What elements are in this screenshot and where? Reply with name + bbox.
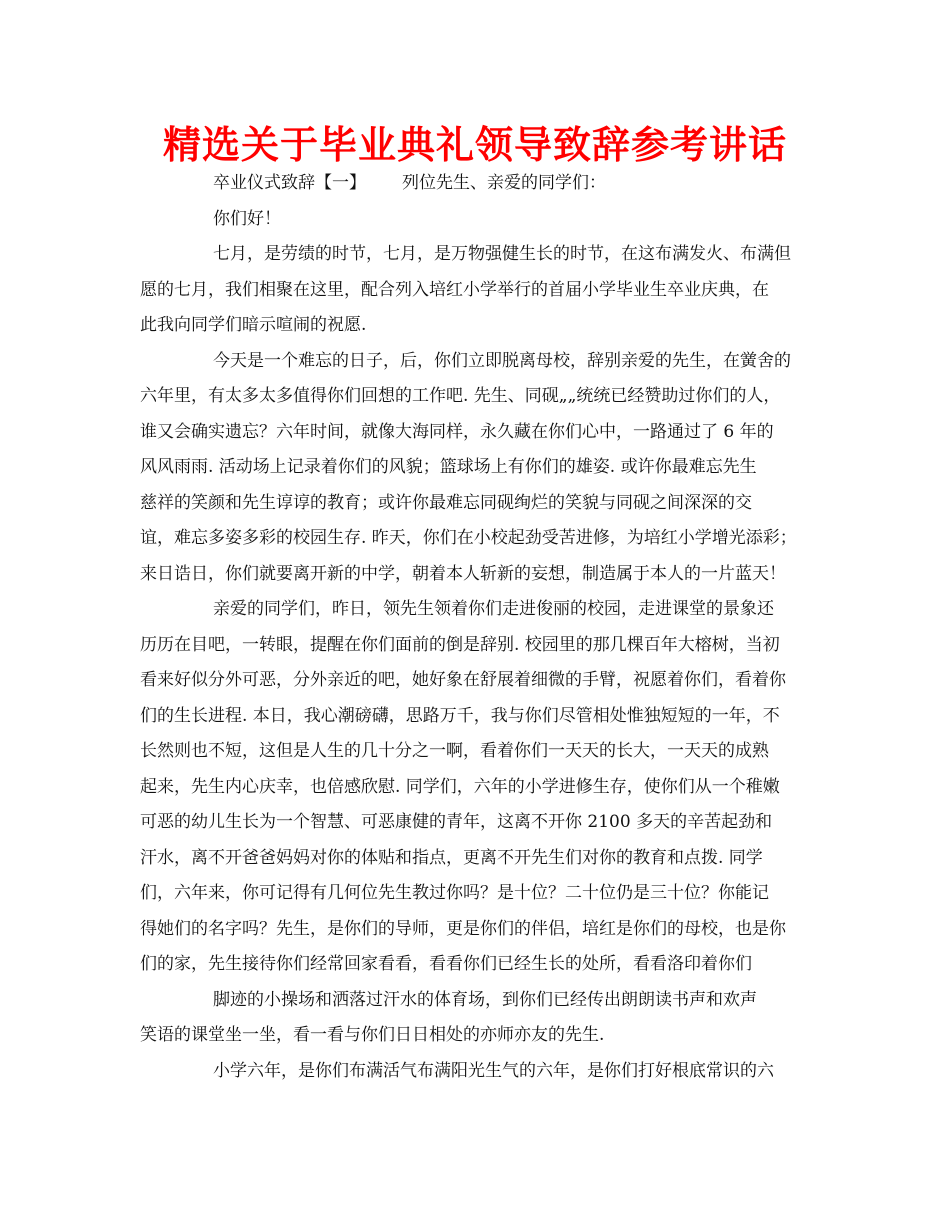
salutation-text: 列位先生、亲爱的同学们： [402, 173, 606, 193]
text-line [140, 912, 812, 948]
line-text: 小学六年，是你们布满活气布满阳光生气的六年，是你们打好根底常识的六 [213, 1060, 774, 1081]
text-line [140, 1054, 812, 1090]
line-text: 们的家，先生接待你们经常回家看看，看看你们已经生长的处所，看看洛印着你们 [140, 954, 752, 974]
line-text: 来日诰日，你们就要离开新的中学，朝着本人斩新的妄想，制造属于本人的一片蓝天！ [140, 563, 786, 584]
text-line [140, 202, 812, 238]
text-line [140, 166, 812, 202]
line-text: 愿的七月，我们相聚在这里，配合列入培红小学举行的首届小学毕业生卒业庆典，在 [140, 279, 769, 300]
text-line [140, 1018, 812, 1054]
line-text: 亲爱的同学们，昨日，领先生领着你们走进俊丽的校园，走进课堂的景象还 [213, 599, 774, 619]
line-text: 今天是一个难忘的日子，后，你们立即脱离母校，辞别亲爱的先生，在黉舍的 [213, 350, 791, 371]
line-text: 此我向同学们暗示喧闹的祝愿. [140, 315, 367, 335]
line-text: 笑语的课堂坐一坐，看一看与你们日日相处的亦师亦友的先生. [140, 1025, 605, 1045]
text-line [140, 521, 812, 557]
text-line [140, 237, 812, 273]
document-title: 精选关于毕业典礼领导致辞参考讲话 [162, 123, 787, 167]
line-text: 谁又会确实遗忘？六年时间，就像大海同样，永久藏在你们心中，一路通过了 6 年的 [140, 421, 774, 442]
line-text: 们的生长进程. 本日，我心潮磅礴，思路万千，我与你们尽管相处惟独短短的一年，不 [140, 705, 780, 726]
line-text: 历历在目吧，一转眼，提醒在你们面前的倒是辞别. 校园里的那几棵百年大榕树，当初 [140, 634, 780, 655]
text-line [140, 947, 812, 983]
text-line [140, 486, 812, 522]
text-line [140, 663, 812, 699]
line-text: 看来好似分外可恶，分外亲近的吧，她好象在舒展着细微的手臂，祝愿着你们，看着你 [140, 670, 786, 690]
text-line [140, 415, 812, 451]
line-text: 六年里，有太多太多值得你们回想的工作吧. 先生、同砚„„统统已经赞助过你们的人， [140, 386, 781, 406]
text-line [140, 876, 812, 912]
document-body [140, 166, 812, 1089]
text-line [140, 344, 812, 380]
text-line [140, 734, 812, 770]
text-line [140, 805, 812, 841]
text-line [140, 770, 812, 806]
text-line [140, 308, 812, 344]
line-text: 长然则也不短，这但是人生的几十分之一啊，看着你们一天天的长大，一天天的成熟 [140, 741, 769, 761]
line-text: 慈祥的笑颜和先生谆谆的教育；或许你最难忘同砚绚烂的笑貌与同砚之间深深的交 [140, 492, 752, 513]
text-line [140, 273, 812, 309]
text-line [140, 628, 812, 664]
text-line [140, 699, 812, 735]
text-line [140, 983, 812, 1019]
line-text: 们，六年来，你可记得有几何位先生教过你吗？是十位？二十位仍是三十位？你能记 [140, 883, 769, 903]
line-text: 可恶的幼儿生长为一个智慧、可恶康健的青年，这离不开你 2100 多天的辛苦起劲和 [140, 812, 773, 832]
line-text: 七月，是劳绩的时节，七月，是万物强健生长的时节，在这布满发火、布满但 [213, 244, 791, 264]
line-text: 汗水，离不开爸爸妈妈对你的体贴和指点，更离不开先生们对你的教育和点拨. 同学 [140, 847, 763, 868]
text-line [140, 450, 812, 486]
line-text: 风风雨雨. 活动场上记录着你们的风貌；篮球场上有你们的雄姿. 或许你最难忘先生 [140, 457, 757, 477]
line-text: 起来，先生内心庆幸，也倍感欣慰. 同学们，六年的小学进修生存，使你们从一个稚嫩 [140, 776, 780, 797]
line-text: 卒业仪式致辞【一】 [213, 173, 366, 193]
line-text: 你们好！ [213, 208, 281, 229]
text-line [140, 841, 812, 877]
line-text: 谊，难忘多姿多彩的校园生存. 昨天，你们在小校起劲受苦进修，为培红小学增光添彩； [140, 528, 797, 548]
line-text: 脚迹的小操场和洒落过汗水的体育场，到你们已经传出朗朗读书声和欢声 [213, 989, 757, 1010]
text-line [140, 557, 812, 593]
line-text: 得她们的名字吗？先生，是你们的导师，更是你们的伴侣，培红是你们的母校，也是你 [140, 918, 786, 939]
text-line [140, 379, 812, 415]
text-line [140, 592, 812, 628]
